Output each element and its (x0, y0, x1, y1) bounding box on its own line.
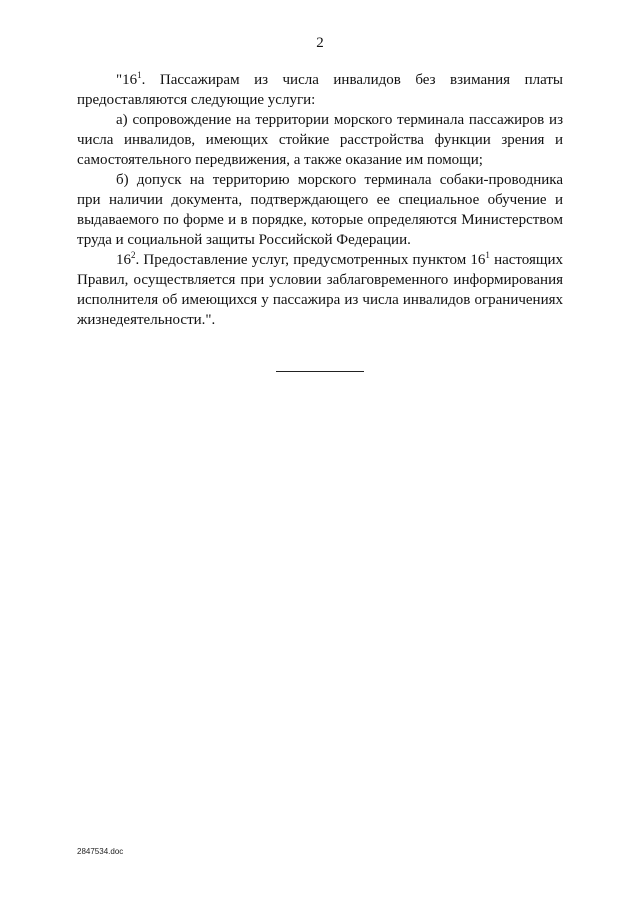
paragraph-text-continued: настоящих Правил, осуществляется при условии заблаговременного информирования исполнителя об имеющихся у пассажира из числа инвалидов ограничениях жизнедеятельности.". (77, 252, 563, 328)
paragraph-text: б) допуск на территорию морского терминала собаки-проводника при наличии документа, подтверждающего ее специальное обучение и выдаваемого по форме и в порядке, которые определяются Министерством труда и социальной защиты Российской Федерации. (77, 172, 563, 248)
clause-superscript: 1 (137, 70, 142, 80)
clause-superscript: 2 (131, 250, 136, 260)
document-body (77, 70, 563, 330)
paragraph-text: . Предоставление услуг, предусмотренных пунктом 16 (135, 252, 486, 268)
end-separator-line (276, 371, 364, 372)
clause-number: "16 (116, 72, 138, 88)
clause-number: 16 (116, 252, 131, 268)
paragraph-text: . Пассажирам из числа инвалидов без взимания платы предоставляются следующие услуги: (77, 72, 563, 108)
paragraph-item-b (77, 170, 563, 250)
paragraph-16-1 (77, 70, 563, 110)
page-number: 2 (316, 35, 324, 51)
paragraph-item-a (77, 110, 563, 170)
paragraph-16-2 (77, 250, 563, 330)
reference-superscript: 1 (485, 250, 490, 260)
footer-file-code: 2847534.doc (77, 847, 124, 856)
paragraph-text: а) сопровождение на территории морского терминала пассажиров из числа инвалидов, имеющих стойкие расстройства функции зрения и самостоятельного передвижения, а также оказание им помощи; (77, 112, 563, 168)
